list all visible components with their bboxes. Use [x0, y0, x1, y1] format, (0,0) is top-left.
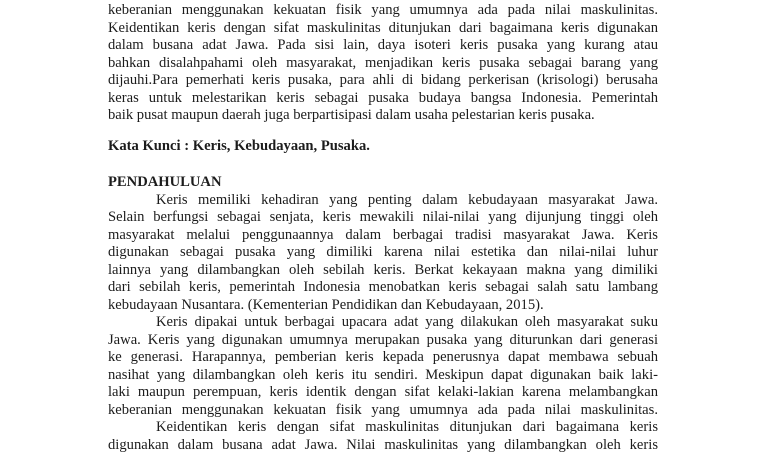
text-line: keras untuk melestarikan keris sebagai pusaka budaya bangsa Indonesia. Pemerintah — [108, 90, 658, 108]
text-line: Keidentikan keris dengan sifat maskulinitas ditunjukan dari bagaimana keris digunakan — [108, 20, 658, 38]
section-heading-pendahuluan — [108, 174, 658, 192]
keywords-line — [108, 138, 658, 156]
text-line: ke generasi. Harapannya, pemberian keris kepada penerusnya dapat membawa sebuah — [108, 349, 658, 367]
text-column — [108, 2, 658, 454]
text-line: Selain berfungsi sebagai senjata, keris mewakili nilai-nilai yang dijunjung tinggi oleh — [108, 209, 658, 227]
text-line: dari sebilah keris, pemerintah Indonesia menobatkan keris sebagai salah satu lambang — [108, 279, 658, 297]
abstract-continuation-paragraph — [108, 2, 658, 125]
intro-paragraph-3 — [108, 419, 658, 454]
text-line: lainnya yang dilambangkan oleh sebilah keris. Berkat kekayaan makna yang dimiliki — [108, 262, 658, 280]
text-line: Keidentikan keris dengan sifat maskulinitas ditunjukan dari bagaimana keris — [108, 419, 658, 437]
text-line: bahkan disalahpahami oleh masyarakat, menjadikan keris pusaka sebagai barang yang — [108, 55, 658, 73]
text-line: Jawa. Keris yang digunakan umumnya merupakan pusaka yang diturunkan dari generasi — [108, 332, 658, 350]
text-line: masyarakat melalui penggunaannya dalam berbagai tradisi masyarakat Jawa. Keris — [108, 227, 658, 245]
text-line: kebudayaan Nusantara. (Kementerian Pendidikan dan Kebudayaan, 2015). — [108, 297, 658, 315]
text-line: keberanian menggunakan kekuatan fisik yang umumnya ada pada nilai maskulinitas. — [108, 402, 658, 420]
text-line: nasihat yang dilambangkan oleh keris itu sendiri. Meskipun dapat digunakan baik laki- — [108, 367, 658, 385]
text-line: dijauhi.Para pemerhati keris pusaka, para ahli di bidang perkerisan (krisologi) berusaha — [108, 72, 658, 90]
text-line: laki maupun perempuan, keris identik dengan sifat kelaki-lakian karena melambangkan — [108, 384, 658, 402]
text-line: digunakan dalam busana adat Jawa. Nilai maskulinitas yang dilambangkan oleh keris — [108, 437, 658, 454]
intro-paragraph-1 — [108, 192, 658, 315]
intro-paragraph-2 — [108, 314, 658, 419]
text-line: Keris dipakai untuk berbagai upacara adat yang dilakukan oleh masyarakat suku — [108, 314, 658, 332]
text-line: Keris memiliki kehadiran yang penting dalam kebudayaan masyarakat Jawa. — [108, 192, 658, 210]
text-line: keberanian menggunakan kekuatan fisik yang umumnya ada pada nilai maskulinitas. — [108, 2, 658, 20]
text-line: baik pusat maupun daerah juga berpartisipasi dalam usaha pelestarian keris pusaka. — [108, 107, 658, 125]
section-heading-pendahuluan-text: PENDAHULUAN — [108, 174, 658, 192]
text-line: dalam busana adat Jawa. Pada sisi lain, daya isoteri keris pusaka yang kurang atau — [108, 37, 658, 55]
text-line: digunakan sebagai pusaka yang dimiliki karena nilai estetika dan nilai-nilai luhur — [108, 244, 658, 262]
keywords-line-text: Kata Kunci : Keris, Kebudayaan, Pusaka. — [108, 138, 658, 156]
